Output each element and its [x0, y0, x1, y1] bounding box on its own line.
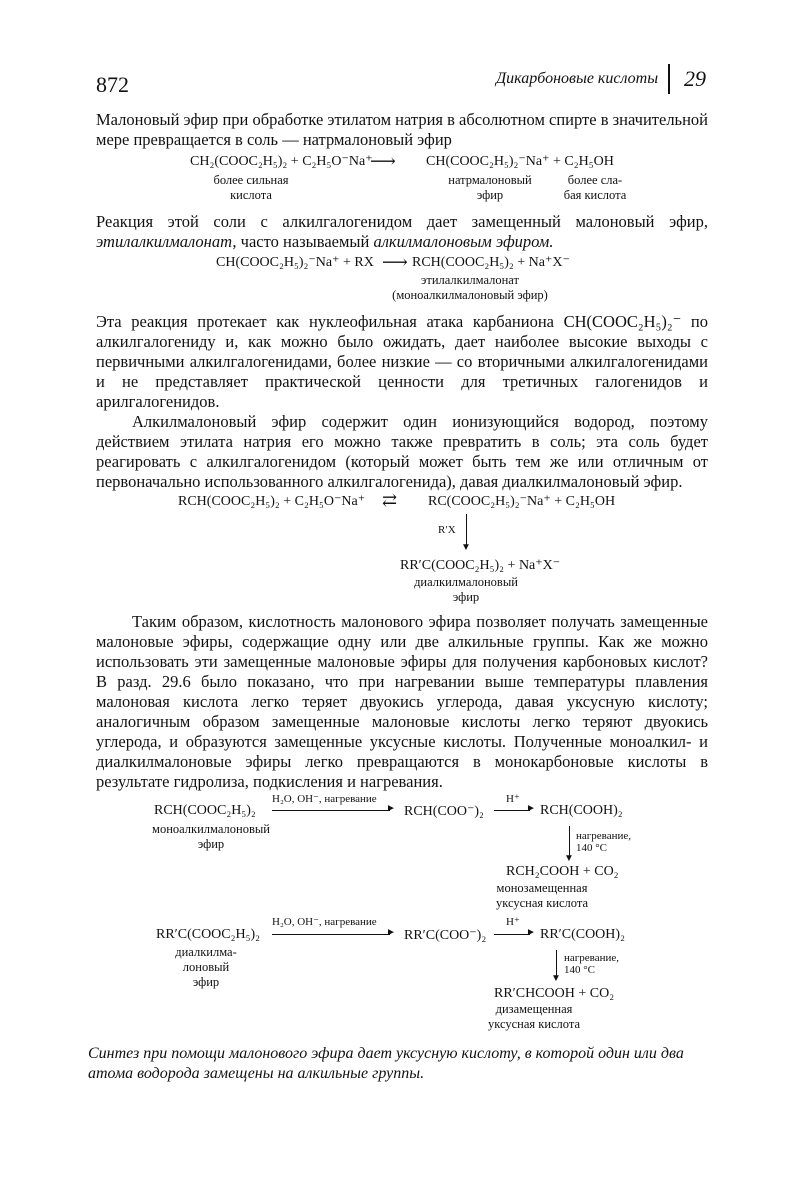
- chapter-number: 29: [684, 66, 706, 91]
- scheme1-arrow2-line: [494, 810, 530, 811]
- eq2-arrow: ⟶: [382, 252, 408, 272]
- scheme1-arrow2-head: ►: [526, 803, 536, 814]
- scheme1-acid: RCH(COOH)₂: [540, 803, 623, 818]
- paragraph-intro: Малоновый эфир при обработке этилатом натрия в абсолютном спирте в значительной мере превращается в соль — натрмалоновый эфир: [96, 110, 708, 149]
- eq2-left: CH(COOC₂H₅)₂⁻Na⁺ + RX: [216, 255, 374, 270]
- header-divider: [668, 64, 670, 94]
- eq1-arrow: ⟶: [370, 151, 396, 171]
- eq1-label-stronger-acid: более сильная кислота: [213, 173, 289, 202]
- eq3-right: RC(COOC₂H₅)₂⁻Na⁺ + C₂H₅OH: [428, 494, 616, 509]
- eq3-left: RCH(COOC₂H₅)₂ + C₂H₅O⁻Na⁺: [178, 494, 366, 509]
- eq3-vertical-arrow-head: ▼: [461, 542, 471, 553]
- scheme2-reagent1: H₂O, OH⁻, нагревание: [272, 916, 377, 928]
- para2-text1: Реакция этой соли с алкилгалогенидом дает замещенный малоновый эфир,: [96, 212, 708, 231]
- scheme1-heat-head: ▼: [564, 853, 574, 864]
- scheme2-reagent2: H⁺: [506, 916, 520, 928]
- eq1-left: CH₂(COOC₂H₅)₂ + C₂H₅O⁻Na⁺: [190, 154, 373, 169]
- scheme1-heat-label: нагревание, 140 °C: [576, 830, 631, 854]
- scheme2-product: RR′CHCOOH + CO₂: [494, 986, 615, 1001]
- scheme1-start: RCH(COOC₂H₅)₂: [154, 803, 256, 818]
- eq1-right: CH(COOC₂H₅)₂⁻Na⁺ + C₂H₅OH: [426, 154, 614, 169]
- scheme2-product-label: дизамещенная уксусная кислота: [487, 1002, 581, 1031]
- eq2-label: этилалкилмалонат (моноалкилмалоновый эфир): [392, 273, 548, 302]
- page-number: 872: [96, 72, 129, 97]
- scheme2-start-label: диалкилма- лоновый эфир: [175, 945, 237, 989]
- eq2-right: RCH(COOC₂H₅)₂ + Na⁺X⁻: [412, 255, 570, 270]
- scheme1-product: RCH₂COOH + CO₂: [506, 864, 619, 879]
- scheme1-reagent2: H⁺: [506, 793, 520, 805]
- eq1-label-sodium-malonic: натрмалоновый эфир: [448, 173, 532, 202]
- scheme1-mid: RCH(COO⁻)₂: [404, 804, 484, 819]
- term-ethylalkylmalonate: этилалкилмалонат,: [96, 232, 237, 251]
- scheme2-mid: RR′C(COO⁻)₂: [404, 928, 487, 943]
- eq3-label: диалкилмалоновый эфир: [414, 575, 518, 604]
- paragraph-decarboxylation: Таким образом, кислотность малонового эфира позволяет получать замещенные малоновые эфиры, содержащие одну или две алкильные группы. Как же можно использовать эти замещенные малоновые эфиры для получения карбоновых кислот? В разд. 29.6 было показано, что при нагревании выше температуры плавления малоновая кислота легко теряет двуокись углерода, давая уксусную кислоту; аналогичным образом замещенные малоновые кислоты легко теряют двуокись углерода, и образуются замещенные уксусные кислоты. Полученные моноалкил- и диалкилмалоновые эфиры легко превращаются в монокарбоновые кислоты в результате гидролиза, подкисления и нагревания.: [96, 612, 708, 791]
- eq1-label-weaker-acid: более сла- бая кислота: [563, 173, 627, 202]
- scheme1-product-label: монозамещенная уксусная кислота: [495, 881, 589, 910]
- scheme1-arrow1-head: ►: [386, 803, 396, 814]
- paragraph-dialkyl: Алкилмалоновый эфир содержит один ионизующийся водород, поэтому действием этилата натрия его можно также превратить в соль; эта соль будет реагировать с алкилгалогенидом (который может быть тем же или отличным от первоначально использованного алкилгалогенида), давая диалкилмалоновый эфир.: [96, 412, 708, 491]
- scheme2-start: RR′C(COOC₂H₅)₂: [156, 927, 261, 942]
- scheme1-start-label: моноалкилмалоновый эфир: [152, 822, 270, 851]
- scheme1-arrow1-line: [272, 810, 390, 811]
- scheme2-arrow1-line: [272, 934, 390, 935]
- scheme2-arrow1-head: ►: [386, 927, 396, 938]
- scheme2-arrow2-head: ►: [526, 927, 536, 938]
- paragraph-mechanism: Эта реакция протекает как нуклеофильная атака карбаниона CH(COOC₂H₅)₂⁻ по алкилгалогениду и, как можно было ожидать, дает наиболее высокие выходы с первичными алкилгалогенидами, более низкие — со вторичными алкилгалогенидами и не представляет практической ценности для третичных галогенидов и арилгалогенидов.: [96, 312, 708, 411]
- term-alkylmalonic-ester: алкилмалоновым эфиром.: [373, 232, 554, 251]
- scheme1-reagent1: H₂O, OH⁻, нагревание: [272, 793, 377, 805]
- paragraph-alkylation: [96, 212, 708, 252]
- eq3-reagent: R′X: [438, 524, 456, 536]
- running-title: Дикарбоновые кислоты: [496, 70, 659, 87]
- scheme2-heat-head: ▼: [551, 973, 561, 984]
- eq3-product: RR′C(COOC₂H₅)₂ + Na⁺X⁻: [400, 558, 561, 573]
- eq3-arrow: ⇄: [382, 490, 398, 510]
- scheme2-acid: RR′C(COOH)₂: [540, 927, 625, 942]
- para2-text2: часто называемый: [236, 232, 374, 251]
- figure-caption: Синтез при помощи малонового эфира дает уксусную кислоту, в которой один или два атома водорода замещены на алкильные группы.: [88, 1045, 684, 1082]
- scheme2-arrow2-line: [494, 934, 530, 935]
- scheme2-heat-label: нагревание, 140 °C: [564, 952, 619, 976]
